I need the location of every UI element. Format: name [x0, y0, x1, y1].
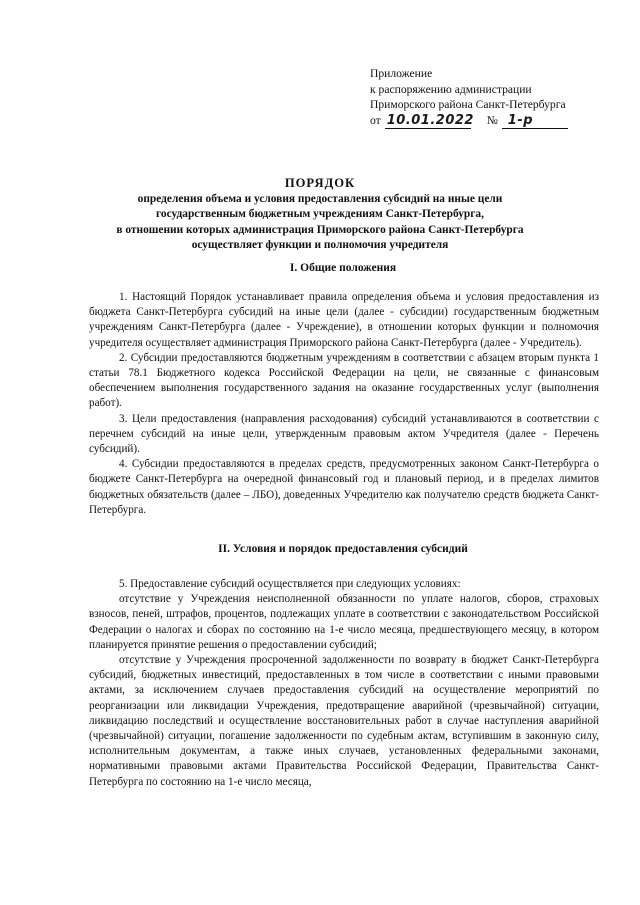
paragraph-4: 4. Субсидии предоставляются в пределах средств, предусмотренных законом Санкт-Петербурга о бюджете Санкт-Петербурга на очередной финансовый год и плановый период, и в пределах лимитов бюджетных обязательств (далее – ЛБО), доведенных Учредителю как получателю средств бюджета Санкт-Петербурга. [89, 458, 599, 516]
section-heading-conditions: II. Условия и порядок предоставления субсидий [218, 543, 468, 555]
paragraph-5-condition-1: отсутствие у Учреждения неисполненной обязанности по уплате налогов, сборов, страховых взносов, пеней, штрафов, процентов, подлежащих уплате в соответствии с законодательством Российской Федерации о налогах и сборах по состоянию на 1-е число месяца, предшествующего месяцу, в котором планируется принятие решения о предоставлении субсидий; [89, 593, 599, 651]
document-subtitle-line-4: осуществляет функции и полномочия учредителя [191, 239, 449, 252]
appendix-block [370, 66, 610, 129]
date-value: 10.01.2022 [386, 112, 474, 128]
section-body-general [89, 290, 599, 518]
paragraph-5: 5. Предоставление субсидий осуществляется при следующих условиях: [119, 578, 461, 590]
date-label: от [370, 113, 381, 127]
number-label: № [486, 113, 498, 127]
paragraph-5-condition-2: отсутствие у Учреждения просроченной задолженности по возврату в бюджет Санкт-Петербурга субсидий, бюджетных инвестиций, предоставленных в том числе в соответствии с иными правовыми актами, за исключением случаев предоставления субсидий на осуществление мероприятий по реорганизации или ликвидации Учреждения, предотвращение аварийной (чрезвычайной) ситуации, ликвидацию последствий и осуществление восстановительных работ в случае наступления аварийной (чрезвычайной) ситуации, погашение задолженности по судебным актам, вступившим в законную силу, исполнительным документам, а также иных случаев, установленных федеральными законами, нормативными правовыми актами Правительства Российской Федерации, Правительства Санкт-Петербурга по состоянию на 1-е число месяца, [89, 654, 599, 788]
number-value: 1-р [502, 113, 568, 130]
appendix-decree-line: к распоряжению администрации [370, 82, 532, 96]
paragraph-3: 3. Цели предоставления (направления расходования) субсидий устанавливаются в соответствии с перечнем субсидий на иные цели, утвержденным правовым актом Учредителя (далее - Перечень субсидий). [89, 412, 599, 456]
paragraph-1: 1. Настоящий Порядок устанавливает правила определения объема и условия предоставления из бюджета Санкт-Петербурга субсидий на иные цели (далее - субсидии) государственным бюджетным учреждениям Санкт-Петербурга (далее - Учреждение), в отношении которых функции и полномочия учредителя осуществляет администрация Приморского района Санкт-Петербурга (далее - Учредитель). [89, 291, 599, 349]
document-subtitle-line-2: государственным бюджетным учреждениям Санкт-Петербурга, [156, 208, 484, 221]
section-heading-general: I. Общие положения [289, 262, 397, 274]
appendix-district-line: Приморского района Санкт-Петербурга [370, 98, 566, 111]
section-body-conditions [89, 577, 599, 790]
appendix-date-row [370, 113, 610, 130]
document-subtitle-line-3: в отношении которых администрация Приморского района Санкт-Петербурга [116, 223, 524, 236]
document-subtitle-line-1: определения объема и условия предоставления субсидий на иные цели [137, 193, 503, 205]
paragraph-2: 2. Субсидии предоставляются бюджетным учреждениям в соответствии с абзацем вторым пункта 1 статьи 78.1 Бюджетного кодекса Российской Федерации на цели, не связанные с финансовым обеспечением выполнения государственного задания на оказание государственных услуг (выполнения работ). [89, 351, 599, 410]
document-title-block [80, 175, 560, 254]
appendix-title: Приложение [370, 67, 433, 80]
document-title: ПОРЯДОК [284, 176, 356, 190]
